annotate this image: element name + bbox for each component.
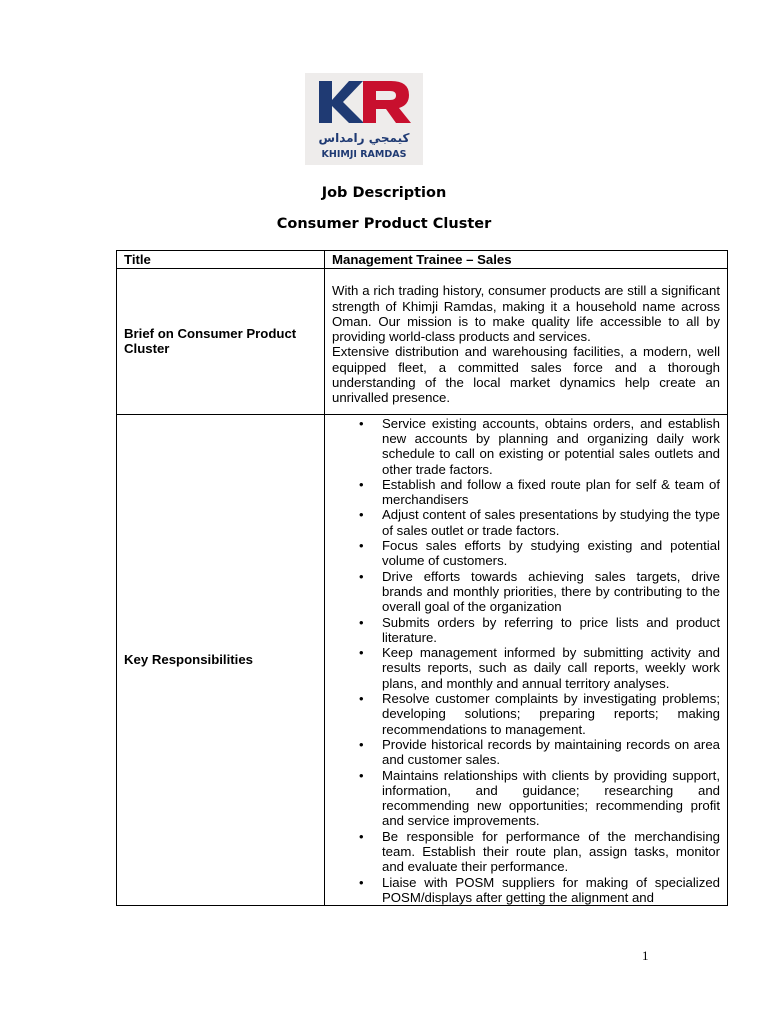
list-item: • Be responsible for performance of the merchandising team. Establish their route plan, assign tasks, monitor and evaluate their performance. [382, 829, 720, 875]
responsibilities-list [332, 416, 720, 905]
logo-arabic-text: كيمجي رامداس [318, 131, 410, 145]
list-item: • Maintains relationships with clients by providing support, information, and guidance; researching and recommending new opportunities; recommending profit and service improvements. [382, 768, 720, 829]
page-number: 1 [642, 948, 649, 963]
page-title: Job Description [321, 185, 447, 201]
title-label: Title [117, 251, 325, 269]
logo-english-text: KHIMJI RAMDAS [321, 149, 407, 160]
brief-label: Brief on Consumer Product Cluster [117, 269, 325, 414]
brief-paragraph: Extensive distribution and warehousing facilities, a modern, well equipped fleet, a committed sales force and a thorough understanding of the local market dynamics help create an unrivalled presence. [332, 344, 720, 406]
brief-text [325, 269, 728, 414]
page-subtitle: Consumer Product Cluster [276, 216, 492, 232]
title-value: Management Trainee – Sales [325, 251, 728, 269]
responsibilities-row [117, 414, 728, 905]
job-description-table [116, 250, 728, 906]
list-item: • Establish and follow a fixed route plan for self & team of merchandisers [382, 477, 720, 508]
brief-paragraph: With a rich trading history, consumer products are still a significant strength of Khimji Ramdas, making it a household name across Oman. Our mission is to make quality life accessible to all by providing world-class products and services. [332, 283, 720, 345]
company-logo [305, 73, 423, 165]
list-item: • Submits orders by referring to price lists and product literature. [382, 615, 720, 646]
title-row [117, 251, 728, 269]
responsibilities-label: Key Responsibilities [117, 414, 325, 905]
list-item: • Keep management informed by submitting activity and results reports, such as daily call reports, weekly work plans, and monthly and annual territory analyses. [382, 645, 720, 691]
responsibilities-cell [325, 414, 728, 905]
list-item: • Resolve customer complaints by investigating problems; developing solutions; preparing reports; making recommendations to management. [382, 691, 720, 737]
list-item: • Service existing accounts, obtains orders, and establish new accounts by planning and organizing daily work schedule to call on existing or potential sales outlets and other trade factors. [382, 416, 720, 477]
brief-row [117, 269, 728, 414]
list-item: • Liaise with POSM suppliers for making of specialized POSM/displays after getting the alignment and [382, 875, 720, 905]
list-item: • Provide historical records by maintaining records on area and customer sales. [382, 737, 720, 768]
list-item: • Adjust content of sales presentations by studying the type of sales outlet or trade factors. [382, 507, 720, 538]
list-item: • Focus sales efforts by studying existing and potential volume of customers. [382, 538, 720, 569]
list-item: • Drive efforts towards achieving sales targets, drive brands and monthly priorities, there by contributing to the overall goal of the organization [382, 569, 720, 615]
